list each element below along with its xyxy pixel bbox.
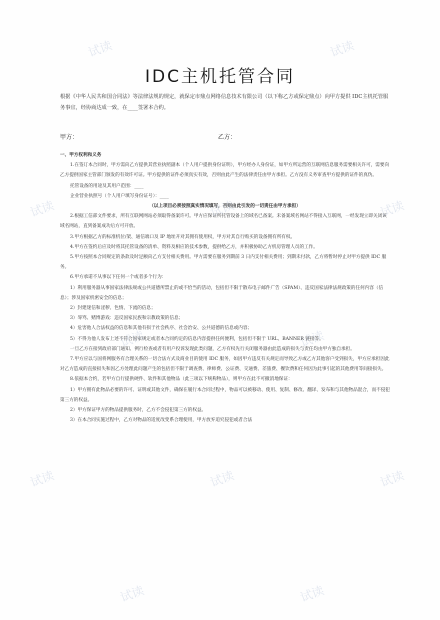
contract-paragraph: 1）甲方拥有此物品必要的许可、证明或其他文件，确保在履行本合同过程中，物品可以被移动、使用、复制、修改、翻译、发布和与其他物品混合，而不侵犯第三方的权益。 xyxy=(60,387,390,403)
contract-paragraph: 2）封建迷信和淫秽、色情、下流的信息； xyxy=(70,306,156,312)
contract-paragraph: 5.甲方按照本合同规定的条款及时足额向乙方支付相关费用。甲方需要在服务到期前 3 日内支付相关费用；到期未付款，乙方将暂时停止对甲方提供 IDC 服务。 xyxy=(60,255,387,271)
party-b-label: 乙方： xyxy=(218,134,237,141)
watermark: 试读 xyxy=(298,583,326,605)
contract-paragraph: 7.甲方应以与国将网服务有合理关系的一切合法方式及商业目的使用 IDC 服务，如因甲方违反有关规定而导致乙方或乙方其他客户受到损失，甲方应承担因此对乙方造成的直接损失和因乙方处理此问题产生的包括但不限于调查费、律师费、公证费、交通费、差旅费、餐饮费和任何因为此事引起的其他费用等间接损失。 xyxy=(60,357,390,373)
contract-paragraph: 8.依据本合约，若甲方自行提供硬件、软件和其他物品（此三项以下统称物品），则甲方在此不可撤消地保证： xyxy=(70,377,293,383)
watermark: 试读 xyxy=(378,468,406,490)
contract-paragraph: 一旦乙方在接到政府部门通知、例行检查或者有用户投诉发现此类问题，乙方有权先行关闭服务器由此造成的损失与责任均由甲方独自承担。 xyxy=(70,346,355,352)
contract-paragraph: 1）利用服务器从事国家法律法规或公共道德所禁止的或不恰当的活动，包括但不限于散布电子邮件广告（SPAM）、违反国家法律法规政策的任何内容（信息）；涉及国家机密安全的信息； xyxy=(60,285,384,301)
watermark: 试读 xyxy=(328,38,356,60)
contract-paragraph: 2）甲方保证甲方的物品提供服务时，乙方不会侵犯第三方的权益。 xyxy=(70,408,207,414)
contract-paragraph: 3）辱骂、赌博游戏：违反国家民族和宗教政策的信息； xyxy=(70,316,184,322)
watermark: 试读 xyxy=(298,328,326,350)
watermark: 试读 xyxy=(118,328,146,350)
contract-paragraph: 3.甲方根据乙方的标准机位/架、通信端口及 IP 地址开对其拥有使用权，甲方对其自行购买的设备拥有所有权。 xyxy=(70,234,296,240)
party-a-label: 甲方： xyxy=(60,134,79,141)
contract-paragraph: 2.根据工信部文件要求，所有互联网网站必须取得备案许可。甲方应保证所托管设备上的域名已备案。未备案域名网站不得接入互联网，一经发现立即关闭该域名网站，直到备案成功后方可开放。 xyxy=(60,214,387,230)
contract-paragraph: 4.甲方在签约后应及时将其托管设备的清单、资料及相应的技术参数，提供给乙方，并积极协助乙方机房管理人员的工作。 xyxy=(70,244,318,250)
watermark: 试读 xyxy=(378,198,406,220)
watermark: 试读 xyxy=(208,468,236,490)
contract-paragraph: 5）不得为他人发布上述不符合国家规定或者本合同约定的信息内容提供任何便利，包括但不限于 URL、BANNER 链接等。 xyxy=(70,336,324,342)
bold-notice: （以上项目必须按照真实情况填写，否则由此引发的一切责任由甲方承担） xyxy=(149,204,301,210)
contract-paragraph: 4）危害他人合法权益的信息和其他有损于社会秩序、社会治安、公共道德的信息或内容； xyxy=(70,326,253,332)
contract-body xyxy=(60,148,390,426)
watermark: 试读 xyxy=(28,198,56,220)
contract-paragraph: 1.在签订本合同时，甲方需向乙方提供其营业执照副本（个人用户提供身份证明），甲方经办人身份证，如甲方所运营的互联网信息服务需要相关许可，需要向乙方提供国家主管部门颁发的有效许可证。甲方提供的证件必须真实有效，否则由此产生的法律责任由甲方承担。乙方没有义务审查甲方提供的证件的真伪。 xyxy=(60,163,390,179)
intro-paragraph: 根据《中华人民共和国合同法》等法律法规的规定，就保定市鼎点网络信息技术有限公司（以下称乙方或保定鼎点）向甲方提供 IDC主机托管服务事宜，经协商达成一致，在____签署本合约。 xyxy=(60,94,389,111)
contract-paragraph: 托管设备的用途及其用户范围：____ xyxy=(70,183,144,189)
contract-paragraph: 6.甲方承诺不从事以下任何一个或者多个行为： xyxy=(70,275,167,281)
contract-title: IDC主机托管合同 xyxy=(145,67,295,87)
section-heading: 一、甲方权利和义务 xyxy=(60,153,102,158)
watermark: 试读 xyxy=(208,198,236,220)
contract-paragraph: 3）在本合同实施过程中，乙方对物品的适度改变系合理使用，甲方放弃追究侵犯或者合法 xyxy=(70,418,253,424)
watermark: 试读 xyxy=(28,468,56,490)
watermark: 试读 xyxy=(86,38,114,60)
contract-paragraph: 企业营业执照号（个人用户填写身份证号）：____ xyxy=(70,193,169,199)
watermark: 试读 xyxy=(118,583,146,605)
